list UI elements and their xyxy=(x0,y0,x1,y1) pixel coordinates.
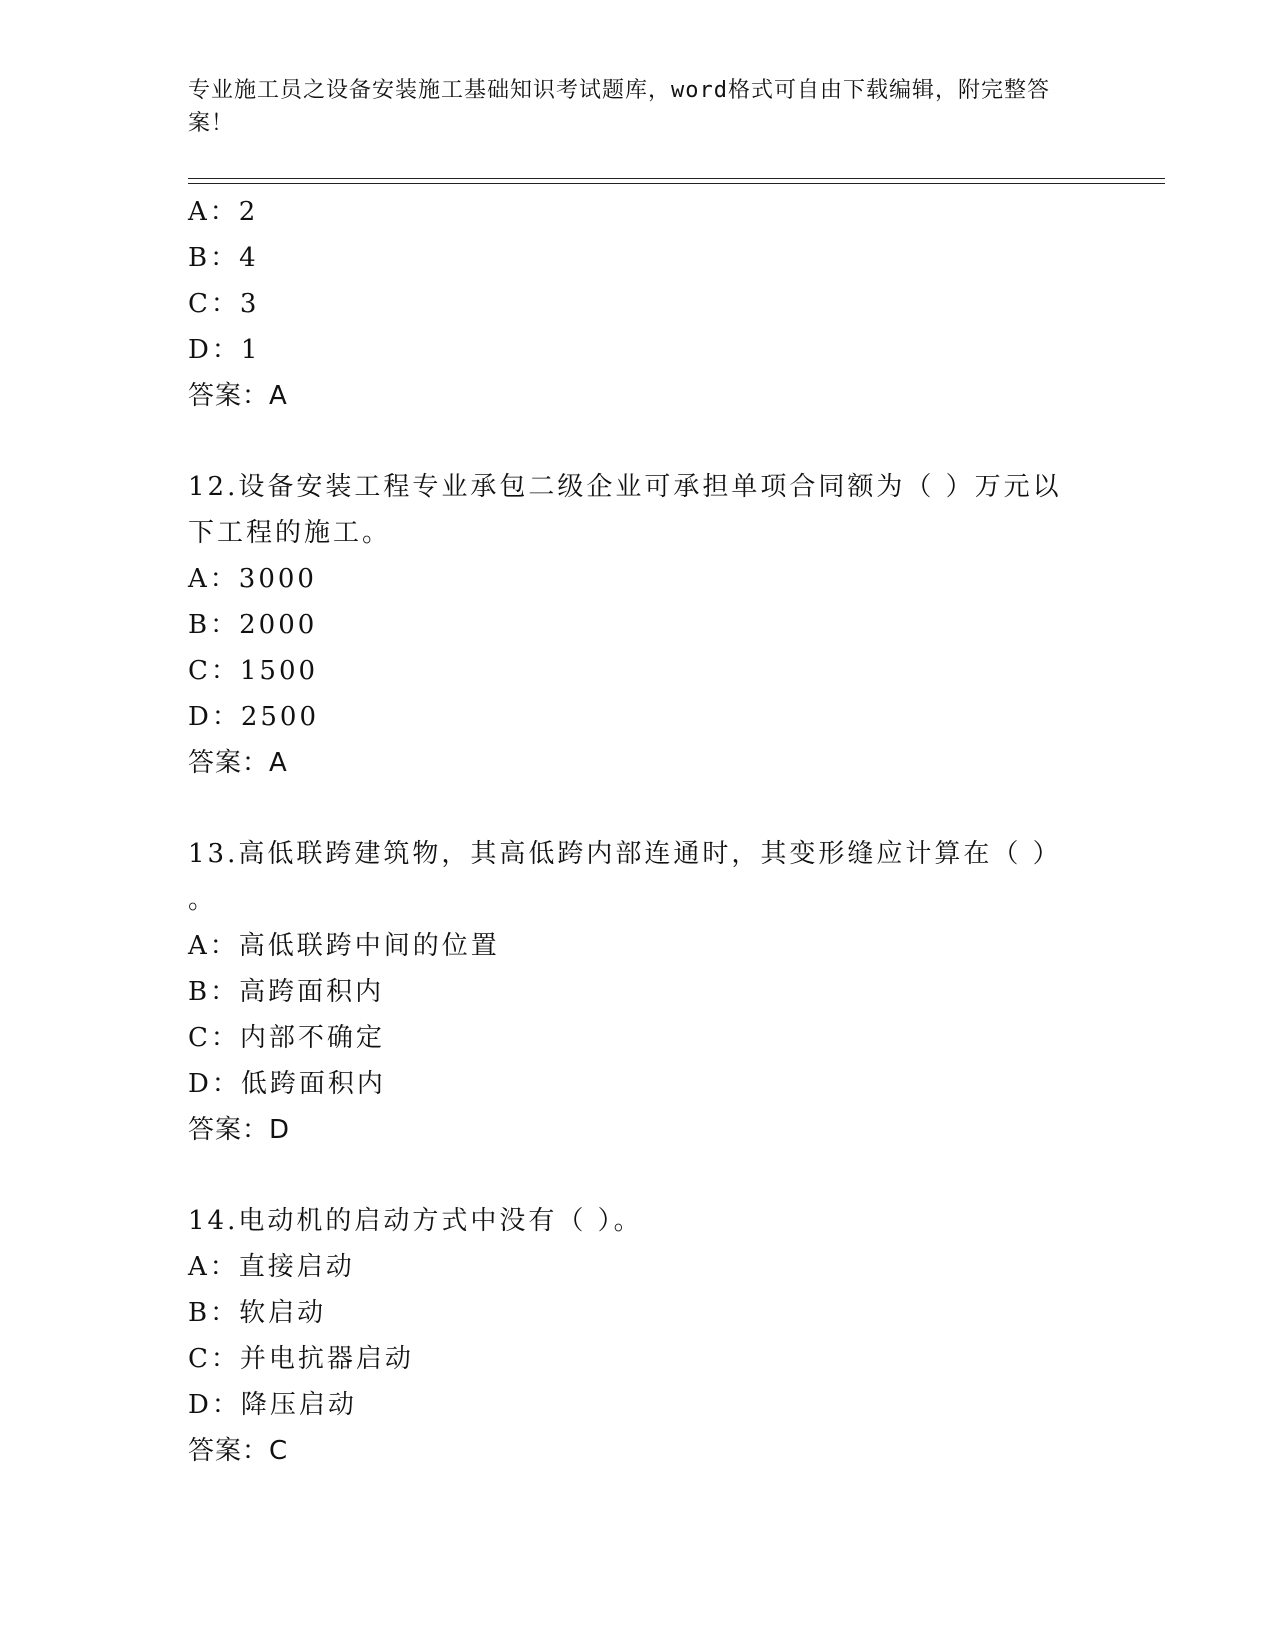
document-header: 专业施工员之设备安装施工基础知识考试题库，word格式可自由下载编辑，附完整答案！ xyxy=(188,78,1050,136)
question-13-option-b: B：高跨面积内 xyxy=(188,977,385,1007)
question-13-option-c: C：内部不确定 xyxy=(188,1023,385,1053)
question-13-option-a: A：高低联跨中间的位置 xyxy=(188,931,500,961)
question-12-text-cont: 下工程的施工。 xyxy=(188,518,392,548)
question-13-option-d: D：低跨面积内 xyxy=(188,1069,386,1099)
question-12-answer: 答案：A xyxy=(188,748,288,778)
option-d: D：1 xyxy=(188,335,261,365)
question-14-option-c: C：并电抗器启动 xyxy=(188,1344,414,1374)
question-12-option-c: C：1500 xyxy=(188,656,319,686)
question-14-text: 14.电动机的启动方式中没有（ ）。 xyxy=(188,1206,643,1236)
answer: 答案：A xyxy=(188,381,288,411)
option-b: B：4 xyxy=(188,243,259,273)
question-12-option-d: D：2500 xyxy=(188,702,320,732)
option-a: A：2 xyxy=(188,197,259,227)
question-14-option-d: D：降压启动 xyxy=(188,1390,357,1420)
option-c: C：3 xyxy=(188,289,260,319)
question-12-option-a: A：3000 xyxy=(188,564,317,594)
header-divider-top xyxy=(188,178,1165,179)
question-13-text-cont: 。 xyxy=(188,885,218,915)
question-13-answer: 答案：D xyxy=(188,1115,291,1145)
question-12-text: 12.设备安装工程专业承包二级企业可承担单项合同额为（ ）万元以 xyxy=(188,472,1062,502)
question-13-text: 13.高低联跨建筑物，其高低跨内部连通时，其变形缝应计算在（ ） xyxy=(188,839,1062,869)
question-12-option-b: B：2000 xyxy=(188,610,318,640)
question-14-answer: 答案：C xyxy=(188,1436,289,1466)
question-14-option-a: A：直接启动 xyxy=(188,1252,355,1282)
header-divider-bottom xyxy=(188,183,1165,184)
question-14-option-b: B：软启动 xyxy=(188,1298,327,1328)
